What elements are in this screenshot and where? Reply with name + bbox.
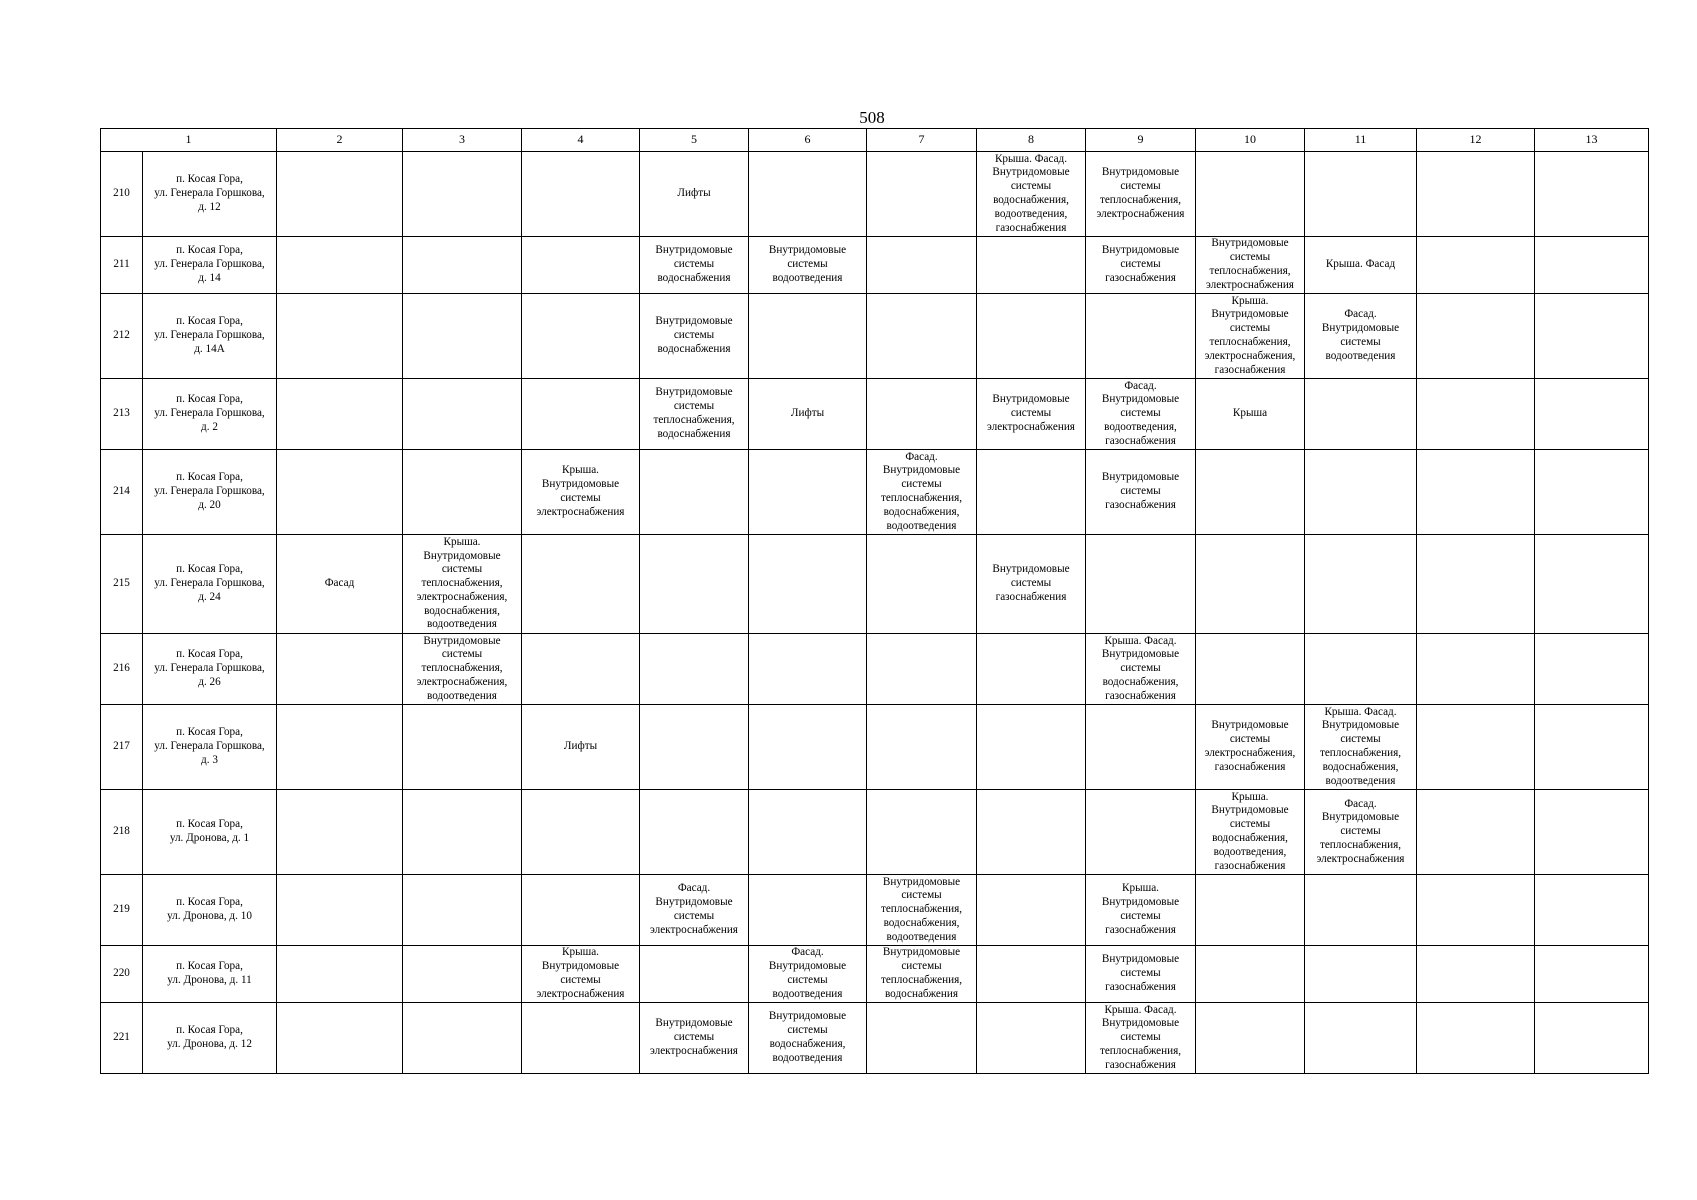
work-type-cell: Лифты (749, 379, 867, 450)
table-row (101, 535, 1649, 634)
work-type-cell (1305, 379, 1417, 450)
row-number: 211 (101, 237, 143, 294)
work-type-cell (403, 790, 522, 875)
work-type-cell (1417, 790, 1535, 875)
work-type-cell (1417, 946, 1535, 1003)
work-type-cell (1305, 875, 1417, 946)
row-number: 214 (101, 450, 143, 535)
work-type-cell: Крыша. Фасад. Внутридомовые системы теплоснабжения, водоснабжения, водоотведения (1305, 705, 1417, 790)
work-type-cell (749, 634, 867, 705)
work-type-cell: Внутридомовые системы газоснабжения (1086, 237, 1196, 294)
work-type-cell (1305, 946, 1417, 1003)
work-type-cell: Фасад. Внутридомовые системы теплоснабжения, водоснабжения, водоотведения (867, 450, 977, 535)
work-type-cell (749, 450, 867, 535)
row-number: 221 (101, 1003, 143, 1074)
work-type-cell (522, 875, 640, 946)
work-type-cell (1417, 535, 1535, 634)
work-type-cell: Крыша. Фасад (1305, 237, 1417, 294)
work-type-cell (277, 294, 403, 379)
work-type-cell: Внутридомовые системы теплоснабжения, электроснабжения (1196, 237, 1305, 294)
column-header: 3 (403, 129, 522, 152)
work-type-cell: Внутридомовые системы водоснабжения (640, 294, 749, 379)
work-type-cell (1535, 535, 1649, 634)
address-cell: п. Косая Гора, ул. Дронова, д. 11 (143, 946, 277, 1003)
work-type-cell (1196, 946, 1305, 1003)
work-type-cell (277, 790, 403, 875)
work-type-cell (403, 379, 522, 450)
work-type-cell (977, 790, 1086, 875)
work-type-cell (1196, 634, 1305, 705)
work-type-cell: Внутридомовые системы теплоснабжения, электроснабжения (1086, 152, 1196, 237)
work-type-cell: Внутридомовые системы газоснабжения (1086, 450, 1196, 535)
row-number: 216 (101, 634, 143, 705)
work-type-cell (1417, 379, 1535, 450)
work-type-cell (522, 379, 640, 450)
work-type-cell (277, 875, 403, 946)
work-type-cell (867, 535, 977, 634)
column-header: 8 (977, 129, 1086, 152)
column-header: 1 (101, 129, 277, 152)
work-type-cell (277, 705, 403, 790)
work-type-cell: Внутридомовые системы водоснабжения, водоотведения (749, 1003, 867, 1074)
work-type-cell (522, 237, 640, 294)
work-type-cell (749, 152, 867, 237)
work-type-cell (977, 634, 1086, 705)
work-type-cell (1196, 875, 1305, 946)
work-type-cell: Фасад. Внутридомовые системы водоотведения, газоснабжения (1086, 379, 1196, 450)
page-number: 508 (859, 108, 885, 127)
address-cell: п. Косая Гора, ул. Генерала Горшкова, д. 14А (143, 294, 277, 379)
work-type-cell (867, 1003, 977, 1074)
work-type-cell (1417, 634, 1535, 705)
work-type-cell (1417, 705, 1535, 790)
work-type-cell (1535, 379, 1649, 450)
row-number: 212 (101, 294, 143, 379)
work-type-cell (1535, 152, 1649, 237)
table-row (101, 379, 1649, 450)
work-type-cell: Внутридомовые системы электроснабжения, газоснабжения (1196, 705, 1305, 790)
work-type-cell (749, 535, 867, 634)
table-row (101, 875, 1649, 946)
work-type-cell (1305, 450, 1417, 535)
work-type-cell (749, 294, 867, 379)
table-row (101, 705, 1649, 790)
work-type-cell: Лифты (640, 152, 749, 237)
work-type-cell (749, 705, 867, 790)
work-type-cell (1417, 237, 1535, 294)
work-type-cell (403, 237, 522, 294)
work-type-cell (867, 294, 977, 379)
row-number: 219 (101, 875, 143, 946)
work-type-cell: Крыша. Внутридомовые системы электроснабжения (522, 450, 640, 535)
table-body (101, 129, 1649, 1074)
column-header: 12 (1417, 129, 1535, 152)
work-type-cell: Крыша. Фасад. Внутридомовые системы водоснабжения, водоотведения, газоснабжения (977, 152, 1086, 237)
row-number: 215 (101, 535, 143, 634)
address-cell: п. Косая Гора, ул. Генерала Горшкова, д. 24 (143, 535, 277, 634)
work-type-cell (403, 946, 522, 1003)
work-type-cell (522, 152, 640, 237)
work-type-cell (1305, 152, 1417, 237)
work-type-cell: Крыша. Внутридомовые системы теплоснабжения, электроснабжения, газоснабжения (1196, 294, 1305, 379)
work-type-cell (1535, 946, 1649, 1003)
work-type-cell (640, 634, 749, 705)
work-type-cell (1417, 152, 1535, 237)
work-type-cell: Внутридомовые системы теплоснабжения, электроснабжения, водоотведения (403, 634, 522, 705)
address-cell: п. Косая Гора, ул. Генерала Горшкова, д. 12 (143, 152, 277, 237)
column-header: 13 (1535, 129, 1649, 152)
address-cell: п. Косая Гора, ул. Дронова, д. 12 (143, 1003, 277, 1074)
work-type-cell (1535, 1003, 1649, 1074)
work-type-cell (1086, 705, 1196, 790)
work-type-cell (640, 705, 749, 790)
column-header: 5 (640, 129, 749, 152)
repair-schedule-table (100, 128, 1649, 1074)
column-header: 11 (1305, 129, 1417, 152)
work-type-cell (1196, 152, 1305, 237)
work-type-cell (867, 379, 977, 450)
work-type-cell: Внутридомовые системы газоснабжения (977, 535, 1086, 634)
work-type-cell (403, 152, 522, 237)
work-type-cell: Внутридомовые системы водоотведения (749, 237, 867, 294)
work-type-cell: Крыша. Фасад. Внутридомовые системы теплоснабжения, газоснабжения (1086, 1003, 1196, 1074)
work-type-cell (640, 535, 749, 634)
table-row (101, 790, 1649, 875)
row-number: 217 (101, 705, 143, 790)
work-type-cell: Крыша. Внутридомовые системы теплоснабжения, электроснабжения, водоснабжения, водоотведения (403, 535, 522, 634)
work-type-cell (1535, 790, 1649, 875)
work-type-cell (1535, 450, 1649, 535)
table-row (101, 634, 1649, 705)
work-type-cell (1086, 294, 1196, 379)
work-type-cell (522, 535, 640, 634)
work-type-cell: Фасад. Внутридомовые системы электроснабжения (640, 875, 749, 946)
work-type-cell (977, 237, 1086, 294)
column-header-row (101, 129, 1649, 152)
row-number: 210 (101, 152, 143, 237)
column-header: 10 (1196, 129, 1305, 152)
work-type-cell (403, 875, 522, 946)
work-type-cell (522, 1003, 640, 1074)
work-type-cell: Фасад. Внутридомовые системы водоотведения (749, 946, 867, 1003)
work-type-cell (977, 1003, 1086, 1074)
work-type-cell (977, 294, 1086, 379)
work-type-cell (640, 790, 749, 875)
work-type-cell (1535, 875, 1649, 946)
work-type-cell (1535, 634, 1649, 705)
work-type-cell (277, 152, 403, 237)
table-row (101, 1003, 1649, 1074)
row-number: 213 (101, 379, 143, 450)
work-type-cell (277, 1003, 403, 1074)
work-type-cell (977, 875, 1086, 946)
work-type-cell: Крыша. Внутридомовые системы газоснабжения (1086, 875, 1196, 946)
work-type-cell (1196, 450, 1305, 535)
work-type-cell (977, 450, 1086, 535)
work-type-cell (403, 294, 522, 379)
address-cell: п. Косая Гора, ул. Генерала Горшкова, д. 20 (143, 450, 277, 535)
address-cell: п. Косая Гора, ул. Дронова, д. 10 (143, 875, 277, 946)
work-type-cell (1196, 535, 1305, 634)
work-type-cell (867, 634, 977, 705)
work-type-cell (277, 450, 403, 535)
column-header: 9 (1086, 129, 1196, 152)
work-type-cell: Крыша. Фасад. Внутридомовые системы водоснабжения, газоснабжения (1086, 634, 1196, 705)
work-type-cell (640, 450, 749, 535)
work-type-cell (1535, 294, 1649, 379)
table-row (101, 237, 1649, 294)
work-type-cell (403, 1003, 522, 1074)
work-type-cell (1417, 1003, 1535, 1074)
work-type-cell (277, 946, 403, 1003)
work-type-cell (1196, 1003, 1305, 1074)
work-type-cell: Фасад. Внутридомовые системы водоотведения (1305, 294, 1417, 379)
column-header: 4 (522, 129, 640, 152)
work-type-cell (640, 946, 749, 1003)
work-type-cell: Крыша. Внутридомовые системы электроснабжения (522, 946, 640, 1003)
work-type-cell (1417, 294, 1535, 379)
work-type-cell: Крыша (1196, 379, 1305, 450)
address-cell: п. Косая Гора, ул. Генерала Горшкова, д. 26 (143, 634, 277, 705)
work-type-cell (867, 237, 977, 294)
address-cell: п. Косая Гора, ул. Дронова, д. 1 (143, 790, 277, 875)
table-row (101, 294, 1649, 379)
work-type-cell (977, 705, 1086, 790)
work-type-cell (1086, 790, 1196, 875)
work-type-cell (749, 790, 867, 875)
work-type-cell (867, 790, 977, 875)
work-type-cell (522, 294, 640, 379)
table-row (101, 152, 1649, 237)
work-type-cell: Фасад (277, 535, 403, 634)
column-header: 6 (749, 129, 867, 152)
work-type-cell: Внутридомовые системы теплоснабжения, водоснабжения, водоотведения (867, 875, 977, 946)
work-type-cell (403, 450, 522, 535)
work-type-cell (522, 634, 640, 705)
work-type-cell: Фасад. Внутридомовые системы теплоснабжения, электроснабжения (1305, 790, 1417, 875)
work-type-cell: Внутридомовые системы теплоснабжения, водоснабжения (640, 379, 749, 450)
address-cell: п. Косая Гора, ул. Генерала Горшкова, д. 3 (143, 705, 277, 790)
work-type-cell (1535, 705, 1649, 790)
work-type-cell (403, 705, 522, 790)
work-type-cell: Лифты (522, 705, 640, 790)
column-header: 7 (867, 129, 977, 152)
work-type-cell (1535, 237, 1649, 294)
work-type-cell (867, 152, 977, 237)
work-type-cell (1417, 450, 1535, 535)
work-type-cell: Внутридомовые системы электроснабжения (640, 1003, 749, 1074)
work-type-cell: Крыша. Внутридомовые системы водоснабжения, водоотведения, газоснабжения (1196, 790, 1305, 875)
work-type-cell (522, 790, 640, 875)
work-type-cell (977, 946, 1086, 1003)
column-header: 2 (277, 129, 403, 152)
work-type-cell (277, 237, 403, 294)
work-type-cell (1305, 634, 1417, 705)
work-type-cell (1305, 1003, 1417, 1074)
table-row (101, 946, 1649, 1003)
row-number: 218 (101, 790, 143, 875)
work-type-cell (277, 634, 403, 705)
table-row (101, 450, 1649, 535)
work-type-cell: Внутридомовые системы водоснабжения (640, 237, 749, 294)
work-type-cell (277, 379, 403, 450)
address-cell: п. Косая Гора, ул. Генерала Горшкова, д. 14 (143, 237, 277, 294)
work-type-cell: Внутридомовые системы теплоснабжения, водоснабжения (867, 946, 977, 1003)
work-type-cell (1086, 535, 1196, 634)
row-number: 220 (101, 946, 143, 1003)
address-cell: п. Косая Гора, ул. Генерала Горшкова, д. 2 (143, 379, 277, 450)
work-type-cell: Внутридомовые системы газоснабжения (1086, 946, 1196, 1003)
work-type-cell: Внутридомовые системы электроснабжения (977, 379, 1086, 450)
work-type-cell (1417, 875, 1535, 946)
work-type-cell (1305, 535, 1417, 634)
work-type-cell (749, 875, 867, 946)
work-type-cell (867, 705, 977, 790)
